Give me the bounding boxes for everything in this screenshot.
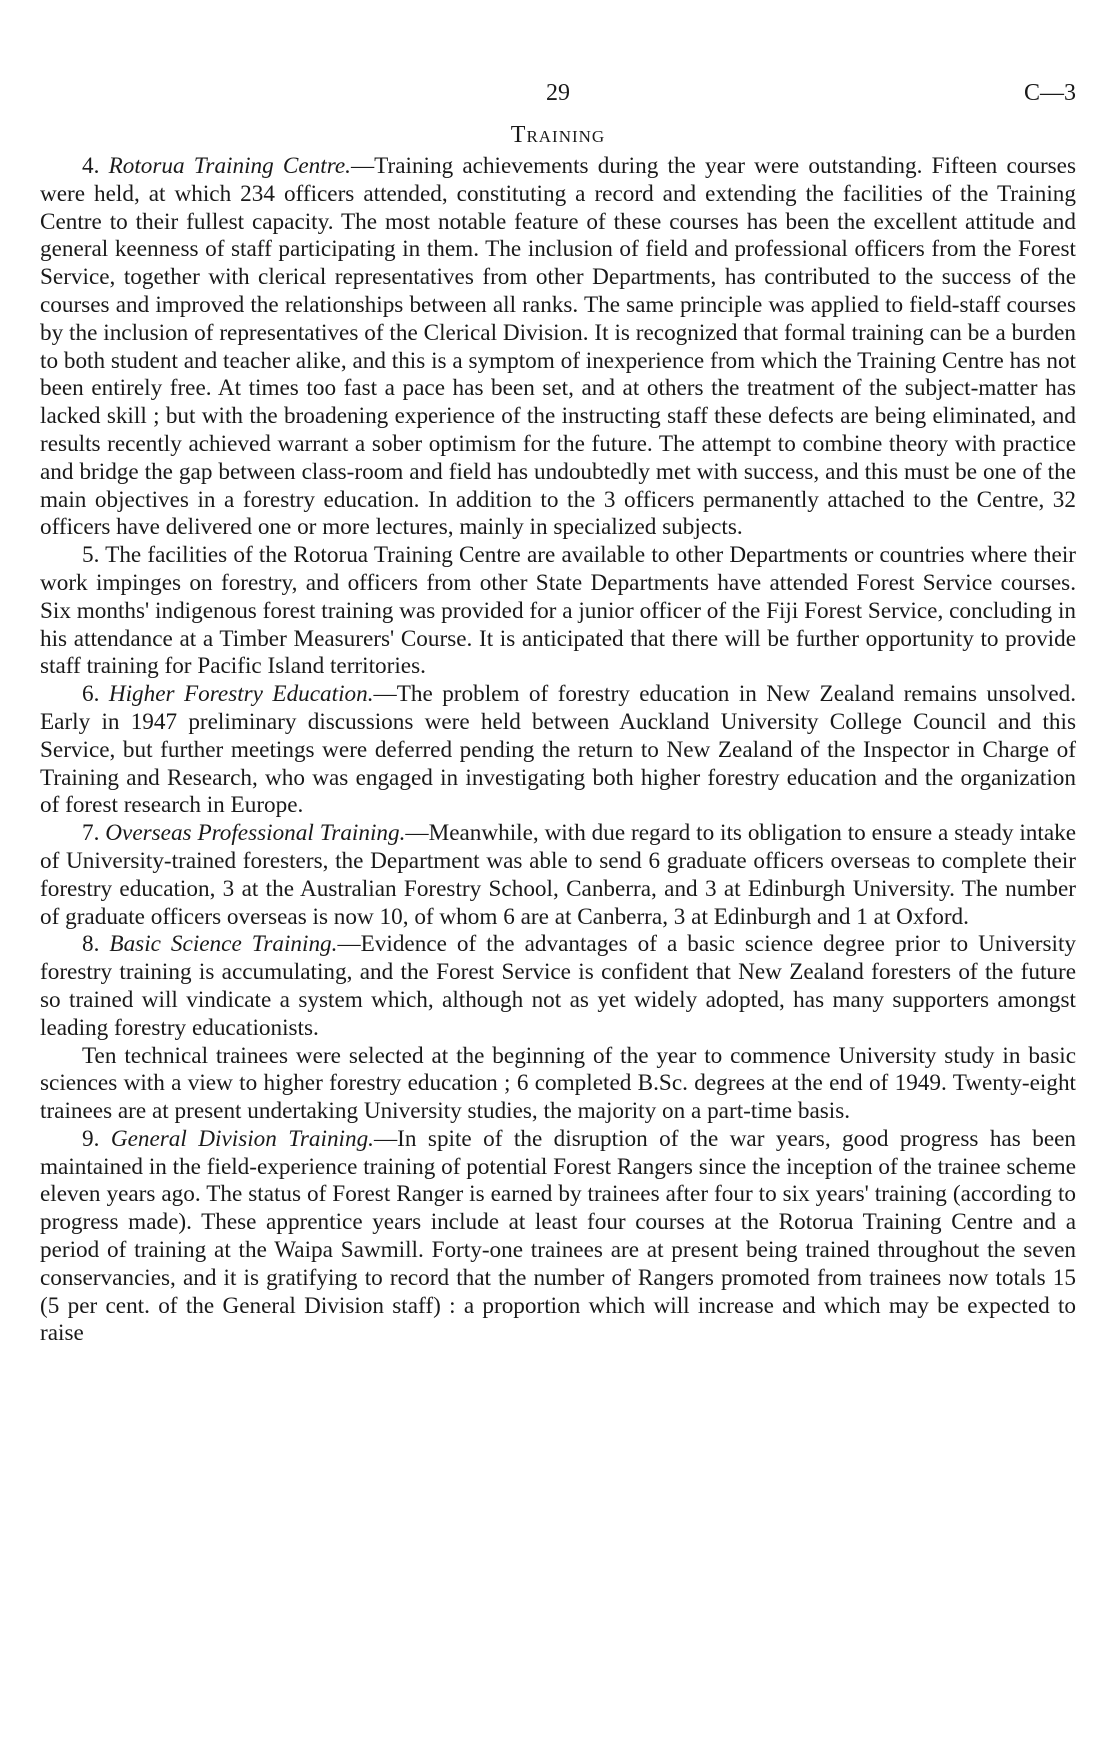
paragraph-number: 4.	[82, 153, 100, 179]
document-page	[40, 80, 1076, 1348]
paragraph-number: 6.	[82, 681, 100, 708]
paragraph-title: Rotorua Training Centre.	[108, 153, 351, 179]
paragraph-text: —Evidence of the advantages of a basic science degree prior to University forestry training is accumulating, and the Forest Service is confident that New Zealand foresters of the future so trained will vindicate a system which, although not as yet widely adopted, has many supporters amongst leading forestry educationists.	[40, 931, 1076, 1041]
paragraph-text: The facilities of the Rotorua Training Centre are available to other Departments or countries where their work impinges on forestry, and officers from other State Departments have attended Forest Service courses. Six months' indigenous forest training was provided for a junior officer of the Fiji Forest Service, concluding in his attendance at a Timber Measurers' Course. It is anticipated that there will be further opportunity to provide staff training for Pacific Island territories.	[40, 542, 1076, 680]
paragraph-number: 5.	[82, 542, 100, 569]
paragraph-8	[40, 931, 1076, 1042]
paragraph-text: —Meanwhile, with due regard to its obligation to ensure a steady intake of University-trained foresters, the Department was able to send 6 graduate officers overseas to complete their forestry education, 3 at the Australian Forestry School, Canberra, and 3 at Edinburgh University. The number of graduate officers overseas is now 10, of whom 6 are at Canberra, 3 at Edinburgh and 1 at Oxford.	[40, 820, 1076, 930]
paragraph-title: Overseas Professional Training.	[105, 820, 406, 847]
paragraph-5	[40, 542, 1076, 681]
paragraph-number: 7.	[82, 820, 100, 847]
paragraph-7	[40, 820, 1076, 931]
paragraph-title: Higher Forestry Education.	[108, 681, 374, 708]
paragraph-text: —Training achievements during the year were outstanding. Fifteen courses were held, at which 234 officers attended, constituting a record and extending the facilities of the Training Centre to their fullest capacity. The most notable feature of these courses has been the excellent attitude and general keenness of staff participating in them. The inclusion of field and professional officers from the Forest Service, together with clerical representatives from other Departments, has contributed to the success of the courses and improved the relationships between all ranks. The same principle was applied to field-staff courses by the inclusion of representatives of the Clerical Division. It is recognized that formal training can be a burden to both student and teacher alike, and this is a symptom of inexperience from which the Training Centre has not been entirely free. At times too fast a pace has been set, and at others the treatment of the subject-matter has lacked skill ; but with the broadening experience of the instructing staff these defects are being eliminated, and results recently achieved warrant a sober optimism for the future. The attempt to combine theory with practice and bridge the gap between class-room and field has undoubtedly met with success, and this must be one of the main objectives in a forestry education. In addition to the 3 officers permanently attached to the Centre, 32 officers have delivered one or more lectures, mainly in specialized subjects.	[40, 153, 1077, 541]
paragraph-text: —In spite of the disruption of the war years, good progress has been maintained in the field-experience training of potential Forest Rangers since the inception of the trainee scheme eleven years ago. The status of Forest Ranger is earned by trainees after four to six years' training (according to progress made). These apprentice years include at least four courses at the Rotorua Training Centre and a period of training at the Waipa Sawmill. Forty-one trainees are at present being trained throughout the seven conservancies, and it is gratifying to record that the number of Rangers promoted from trainees now totals 15 (5 per cent. of the General Division staff) : a proportion which will increase and which may be expected to raise	[40, 1125, 1076, 1347]
paragraph-9	[40, 1126, 1076, 1348]
paragraph-number: 9.	[82, 1125, 100, 1152]
paragraph-title: Basic Science Training.	[109, 931, 338, 958]
paragraph-8-continued	[40, 1043, 1076, 1126]
section-heading: Training	[510, 122, 606, 148]
page-number: 29	[546, 80, 570, 106]
paragraph-6	[40, 681, 1076, 820]
paragraph-4	[40, 153, 1076, 542]
page-header	[40, 80, 1076, 116]
paragraph-title: General Division Training.	[110, 1125, 374, 1152]
paragraph-number: 8.	[82, 931, 100, 958]
document-code: C—3	[1023, 80, 1076, 106]
paragraph-text: Ten technical trainees were selected at the beginning of the year to commence University study in basic sciences with a view to higher forestry education ; 6 completed B.Sc. degrees at the end of 1949. Twenty-eight trainees are at present undertaking University studies, the majority on a part-time basis.	[40, 1042, 1076, 1125]
paragraph-text: —The problem of forestry education in New Zealand remains unsolved. Early in 1947 preliminary discussions were held between Auckland University College Council and this Service, but further meetings were deferred pending the return to New Zealand of the Inspector in Charge of Training and Research, who was engaged in investigating both higher forestry education and the organization of forest research in Europe.	[40, 681, 1077, 819]
